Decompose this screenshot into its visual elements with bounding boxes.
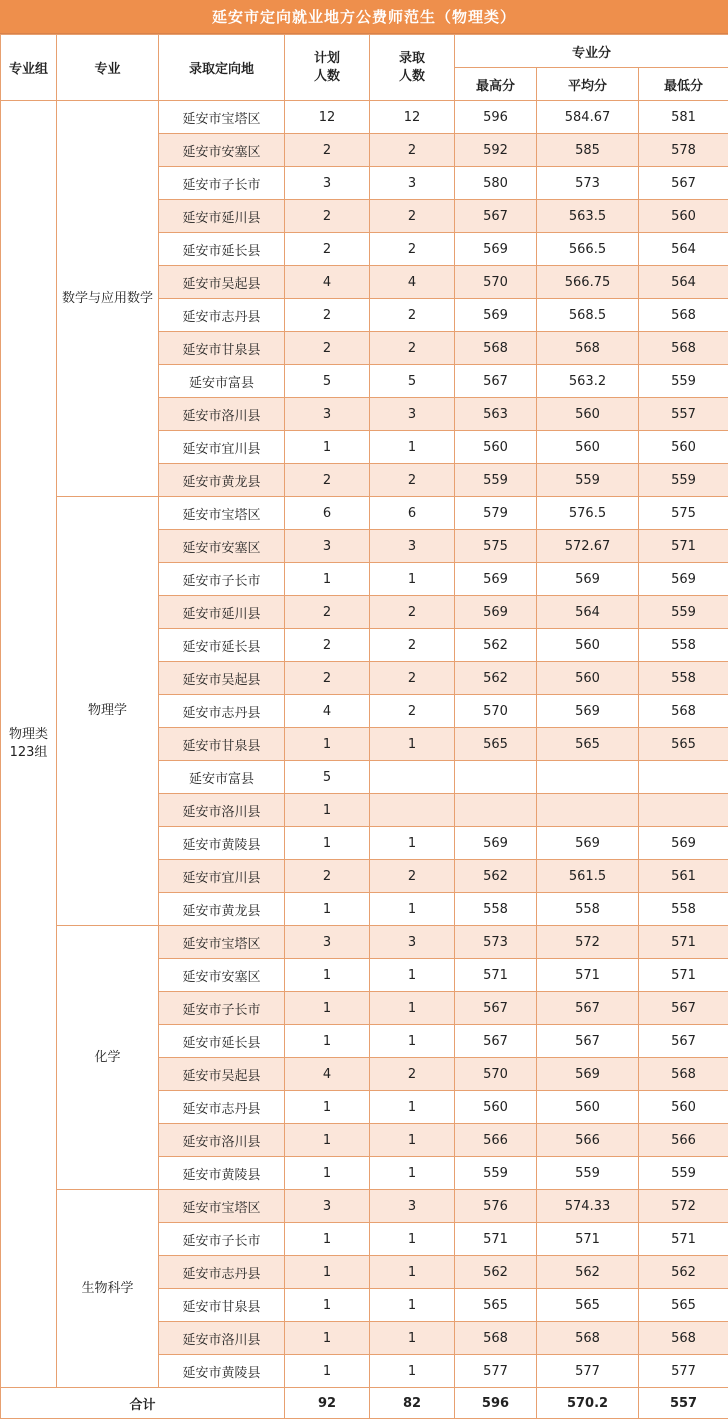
- total-plan: 92: [285, 1388, 370, 1419]
- location-cell: 延安市志丹县: [159, 299, 285, 332]
- max-cell: [455, 761, 537, 794]
- plan-cell: 2: [285, 200, 370, 233]
- max-cell: 575: [455, 530, 537, 563]
- avg-cell: 560: [537, 662, 639, 695]
- avg-cell: 568: [537, 1322, 639, 1355]
- plan-cell: 2: [285, 662, 370, 695]
- admit-cell: 1: [370, 563, 455, 596]
- admit-cell: 3: [370, 167, 455, 200]
- location-cell: 延安市富县: [159, 761, 285, 794]
- plan-cell: 2: [285, 134, 370, 167]
- avg-cell: 560: [537, 629, 639, 662]
- admit-cell: 2: [370, 233, 455, 266]
- admit-cell: 1: [370, 959, 455, 992]
- location-cell: 延安市宜川县: [159, 860, 285, 893]
- location-cell: 延安市志丹县: [159, 1256, 285, 1289]
- plan-cell: 1: [285, 1091, 370, 1124]
- location-cell: 延安市吴起县: [159, 266, 285, 299]
- avg-cell: 563.2: [537, 365, 639, 398]
- avg-cell: 571: [537, 1223, 639, 1256]
- admit-cell: 2: [370, 464, 455, 497]
- plan-cell: 2: [285, 629, 370, 662]
- table-row: [1, 926, 728, 959]
- avg-cell: 567: [537, 1025, 639, 1058]
- location-cell: 延安市延长县: [159, 1025, 285, 1058]
- min-cell: 561: [639, 860, 728, 893]
- max-cell: 562: [455, 629, 537, 662]
- max-cell: 559: [455, 464, 537, 497]
- avg-cell: 585: [537, 134, 639, 167]
- plan-cell: 1: [285, 794, 370, 827]
- plan-cell: 1: [285, 563, 370, 596]
- header-major: 专业: [57, 35, 159, 101]
- major-cell: 化学: [57, 926, 159, 1190]
- avg-cell: 560: [537, 431, 639, 464]
- min-cell: 571: [639, 959, 728, 992]
- location-cell: 延安市子长市: [159, 167, 285, 200]
- max-cell: 558: [455, 893, 537, 926]
- location-cell: 延安市洛川县: [159, 794, 285, 827]
- avg-cell: 568: [537, 332, 639, 365]
- location-cell: 延安市甘泉县: [159, 1289, 285, 1322]
- location-cell: 延安市延长县: [159, 233, 285, 266]
- min-cell: 575: [639, 497, 728, 530]
- avg-cell: 559: [537, 1157, 639, 1190]
- plan-cell: 4: [285, 695, 370, 728]
- table-row: [1, 101, 728, 134]
- location-cell: 延安市甘泉县: [159, 728, 285, 761]
- header-max: 最高分: [455, 68, 537, 101]
- location-cell: 延安市子长市: [159, 1223, 285, 1256]
- max-cell: 569: [455, 827, 537, 860]
- plan-cell: 4: [285, 266, 370, 299]
- location-cell: 延安市黄龙县: [159, 464, 285, 497]
- plan-cell: 2: [285, 299, 370, 332]
- plan-cell: 1: [285, 827, 370, 860]
- location-cell: 延安市宜川县: [159, 431, 285, 464]
- admit-cell: 2: [370, 860, 455, 893]
- avg-cell: 576.5: [537, 497, 639, 530]
- min-cell: 571: [639, 530, 728, 563]
- min-cell: 560: [639, 1091, 728, 1124]
- avg-cell: 584.67: [537, 101, 639, 134]
- plan-cell: 2: [285, 464, 370, 497]
- max-cell: 596: [455, 101, 537, 134]
- max-cell: 569: [455, 233, 537, 266]
- admit-cell: 3: [370, 530, 455, 563]
- location-cell: 延安市甘泉县: [159, 332, 285, 365]
- avg-cell: 560: [537, 1091, 639, 1124]
- admit-cell: 1: [370, 728, 455, 761]
- plan-cell: 1: [285, 1124, 370, 1157]
- location-cell: 延安市宝塔区: [159, 101, 285, 134]
- plan-cell: 1: [285, 893, 370, 926]
- table-row: [1, 497, 728, 530]
- max-cell: 577: [455, 1355, 537, 1388]
- max-cell: 571: [455, 1223, 537, 1256]
- admit-cell: 3: [370, 926, 455, 959]
- plan-cell: 1: [285, 728, 370, 761]
- avg-cell: 571: [537, 959, 639, 992]
- avg-cell: 569: [537, 695, 639, 728]
- location-cell: 延安市延川县: [159, 596, 285, 629]
- location-cell: 延安市子长市: [159, 992, 285, 1025]
- plan-cell: 2: [285, 596, 370, 629]
- admit-cell: 2: [370, 332, 455, 365]
- max-cell: 565: [455, 1289, 537, 1322]
- admit-cell: 1: [370, 1223, 455, 1256]
- plan-cell: 6: [285, 497, 370, 530]
- admit-cell: [370, 761, 455, 794]
- max-cell: 576: [455, 1190, 537, 1223]
- avg-cell: 577: [537, 1355, 639, 1388]
- admit-cell: 2: [370, 629, 455, 662]
- min-cell: 568: [639, 1322, 728, 1355]
- admit-cell: 1: [370, 1322, 455, 1355]
- min-cell: 559: [639, 596, 728, 629]
- avg-cell: [537, 761, 639, 794]
- admit-cell: 4: [370, 266, 455, 299]
- min-cell: 578: [639, 134, 728, 167]
- location-cell: 延安市洛川县: [159, 1124, 285, 1157]
- major-cell: 生物科学: [57, 1190, 159, 1388]
- location-cell: 延安市安塞区: [159, 530, 285, 563]
- max-cell: 562: [455, 662, 537, 695]
- admit-cell: 2: [370, 299, 455, 332]
- min-cell: 577: [639, 1355, 728, 1388]
- avg-cell: 559: [537, 464, 639, 497]
- admit-cell: 1: [370, 893, 455, 926]
- admit-cell: 5: [370, 365, 455, 398]
- location-cell: 延安市宝塔区: [159, 497, 285, 530]
- avg-cell: 568.5: [537, 299, 639, 332]
- location-cell: 延安市吴起县: [159, 662, 285, 695]
- max-cell: 562: [455, 860, 537, 893]
- max-cell: 566: [455, 1124, 537, 1157]
- min-cell: 560: [639, 431, 728, 464]
- plan-cell: 12: [285, 101, 370, 134]
- min-cell: 581: [639, 101, 728, 134]
- table-title: 延安市定向就业地方公费师范生（物理类）: [0, 0, 728, 34]
- max-cell: 570: [455, 1058, 537, 1091]
- max-cell: 567: [455, 200, 537, 233]
- location-cell: 延安市洛川县: [159, 398, 285, 431]
- plan-cell: 2: [285, 332, 370, 365]
- min-cell: 565: [639, 1289, 728, 1322]
- major-cell: 物理学: [57, 497, 159, 926]
- plan-cell: 1: [285, 1355, 370, 1388]
- location-cell: 延安市延长县: [159, 629, 285, 662]
- admit-cell: 1: [370, 1157, 455, 1190]
- avg-cell: 573: [537, 167, 639, 200]
- min-cell: 559: [639, 1157, 728, 1190]
- plan-cell: 1: [285, 992, 370, 1025]
- avg-cell: 565: [537, 1289, 639, 1322]
- min-cell: 565: [639, 728, 728, 761]
- plan-cell: 1: [285, 1256, 370, 1289]
- admit-cell: 3: [370, 398, 455, 431]
- location-cell: 延安市安塞区: [159, 959, 285, 992]
- min-cell: 558: [639, 629, 728, 662]
- min-cell: 567: [639, 1025, 728, 1058]
- admit-cell: 1: [370, 1025, 455, 1058]
- location-cell: 延安市黄陵县: [159, 1157, 285, 1190]
- location-cell: 延安市宝塔区: [159, 926, 285, 959]
- major-cell: 数学与应用数学: [57, 101, 159, 497]
- admit-cell: 1: [370, 1355, 455, 1388]
- max-cell: 559: [455, 1157, 537, 1190]
- max-cell: 560: [455, 1091, 537, 1124]
- admit-cell: 1: [370, 1091, 455, 1124]
- max-cell: 568: [455, 332, 537, 365]
- location-cell: 延安市子长市: [159, 563, 285, 596]
- admit-cell: 1: [370, 431, 455, 464]
- min-cell: [639, 761, 728, 794]
- admit-cell: 1: [370, 992, 455, 1025]
- header-score-group: 专业分: [455, 35, 728, 68]
- header-admit: 录取 人数: [370, 35, 455, 101]
- min-cell: 568: [639, 695, 728, 728]
- plan-cell: 1: [285, 959, 370, 992]
- plan-cell: 1: [285, 1322, 370, 1355]
- min-cell: [639, 794, 728, 827]
- admit-cell: 1: [370, 827, 455, 860]
- total-admit: 82: [370, 1388, 455, 1419]
- max-cell: 563: [455, 398, 537, 431]
- avg-cell: 566: [537, 1124, 639, 1157]
- avg-cell: 569: [537, 1058, 639, 1091]
- group-cell: 物理类 123组: [1, 101, 57, 1388]
- admission-table: [0, 34, 728, 1419]
- avg-cell: 565: [537, 728, 639, 761]
- admit-cell: 2: [370, 134, 455, 167]
- header-group: 专业组: [1, 35, 57, 101]
- location-cell: 延安市宝塔区: [159, 1190, 285, 1223]
- admit-cell: 3: [370, 1190, 455, 1223]
- avg-cell: 567: [537, 992, 639, 1025]
- min-cell: 567: [639, 992, 728, 1025]
- min-cell: 568: [639, 299, 728, 332]
- avg-cell: [537, 794, 639, 827]
- min-cell: 557: [639, 398, 728, 431]
- admit-cell: 2: [370, 200, 455, 233]
- plan-cell: 3: [285, 926, 370, 959]
- plan-cell: 3: [285, 167, 370, 200]
- min-cell: 560: [639, 200, 728, 233]
- max-cell: 571: [455, 959, 537, 992]
- admit-cell: 6: [370, 497, 455, 530]
- min-cell: 558: [639, 893, 728, 926]
- min-cell: 564: [639, 233, 728, 266]
- total-avg: 570.2: [537, 1388, 639, 1419]
- location-cell: 延安市黄陵县: [159, 1355, 285, 1388]
- plan-cell: 1: [285, 1025, 370, 1058]
- min-cell: 559: [639, 365, 728, 398]
- max-cell: 569: [455, 596, 537, 629]
- avg-cell: 572.67: [537, 530, 639, 563]
- max-cell: 565: [455, 728, 537, 761]
- max-cell: 567: [455, 992, 537, 1025]
- max-cell: 560: [455, 431, 537, 464]
- location-cell: 延安市安塞区: [159, 134, 285, 167]
- max-cell: 573: [455, 926, 537, 959]
- min-cell: 572: [639, 1190, 728, 1223]
- max-cell: 569: [455, 563, 537, 596]
- admit-cell: 1: [370, 1256, 455, 1289]
- total-max: 596: [455, 1388, 537, 1419]
- admit-cell: 1: [370, 1289, 455, 1322]
- avg-cell: 569: [537, 827, 639, 860]
- plan-cell: 5: [285, 761, 370, 794]
- plan-cell: 1: [285, 1223, 370, 1256]
- total-min: 557: [639, 1388, 728, 1419]
- admit-cell: 2: [370, 662, 455, 695]
- max-cell: 570: [455, 266, 537, 299]
- header-avg: 平均分: [537, 68, 639, 101]
- avg-cell: 574.33: [537, 1190, 639, 1223]
- plan-cell: 2: [285, 860, 370, 893]
- plan-cell: 2: [285, 233, 370, 266]
- avg-cell: 564: [537, 596, 639, 629]
- max-cell: 567: [455, 1025, 537, 1058]
- avg-cell: 561.5: [537, 860, 639, 893]
- plan-cell: 1: [285, 1289, 370, 1322]
- plan-cell: 3: [285, 1190, 370, 1223]
- avg-cell: 566.75: [537, 266, 639, 299]
- table-body: [1, 101, 728, 1388]
- avg-cell: 563.5: [537, 200, 639, 233]
- max-cell: [455, 794, 537, 827]
- min-cell: 562: [639, 1256, 728, 1289]
- min-cell: 567: [639, 167, 728, 200]
- admit-cell: 2: [370, 695, 455, 728]
- plan-cell: 1: [285, 431, 370, 464]
- min-cell: 568: [639, 332, 728, 365]
- avg-cell: 566.5: [537, 233, 639, 266]
- max-cell: 569: [455, 299, 537, 332]
- avg-cell: 558: [537, 893, 639, 926]
- header-min: 最低分: [639, 68, 728, 101]
- min-cell: 569: [639, 563, 728, 596]
- avg-cell: 562: [537, 1256, 639, 1289]
- location-cell: 延安市吴起县: [159, 1058, 285, 1091]
- max-cell: 570: [455, 695, 537, 728]
- min-cell: 566: [639, 1124, 728, 1157]
- admit-cell: 2: [370, 596, 455, 629]
- max-cell: 568: [455, 1322, 537, 1355]
- min-cell: 571: [639, 926, 728, 959]
- min-cell: 571: [639, 1223, 728, 1256]
- table-row: [1, 1190, 728, 1223]
- max-cell: 592: [455, 134, 537, 167]
- avg-cell: 572: [537, 926, 639, 959]
- header-plan: 计划 人数: [285, 35, 370, 101]
- admit-cell: [370, 794, 455, 827]
- avg-cell: 560: [537, 398, 639, 431]
- admit-cell: 2: [370, 1058, 455, 1091]
- plan-cell: 3: [285, 530, 370, 563]
- total-label: 合计: [1, 1388, 285, 1419]
- location-cell: 延安市志丹县: [159, 1091, 285, 1124]
- location-cell: 延安市黄龙县: [159, 893, 285, 926]
- min-cell: 568: [639, 1058, 728, 1091]
- min-cell: 559: [639, 464, 728, 497]
- location-cell: 延安市黄陵县: [159, 827, 285, 860]
- location-cell: 延安市洛川县: [159, 1322, 285, 1355]
- max-cell: 579: [455, 497, 537, 530]
- plan-cell: 1: [285, 1157, 370, 1190]
- avg-cell: 569: [537, 563, 639, 596]
- location-cell: 延安市志丹县: [159, 695, 285, 728]
- min-cell: 564: [639, 266, 728, 299]
- location-cell: 延安市富县: [159, 365, 285, 398]
- plan-cell: 3: [285, 398, 370, 431]
- header-location: 录取定向地: [159, 35, 285, 101]
- plan-cell: 5: [285, 365, 370, 398]
- min-cell: 558: [639, 662, 728, 695]
- max-cell: 567: [455, 365, 537, 398]
- max-cell: 580: [455, 167, 537, 200]
- max-cell: 562: [455, 1256, 537, 1289]
- admit-cell: 12: [370, 101, 455, 134]
- plan-cell: 4: [285, 1058, 370, 1091]
- location-cell: 延安市延川县: [159, 200, 285, 233]
- min-cell: 569: [639, 827, 728, 860]
- admit-cell: 1: [370, 1124, 455, 1157]
